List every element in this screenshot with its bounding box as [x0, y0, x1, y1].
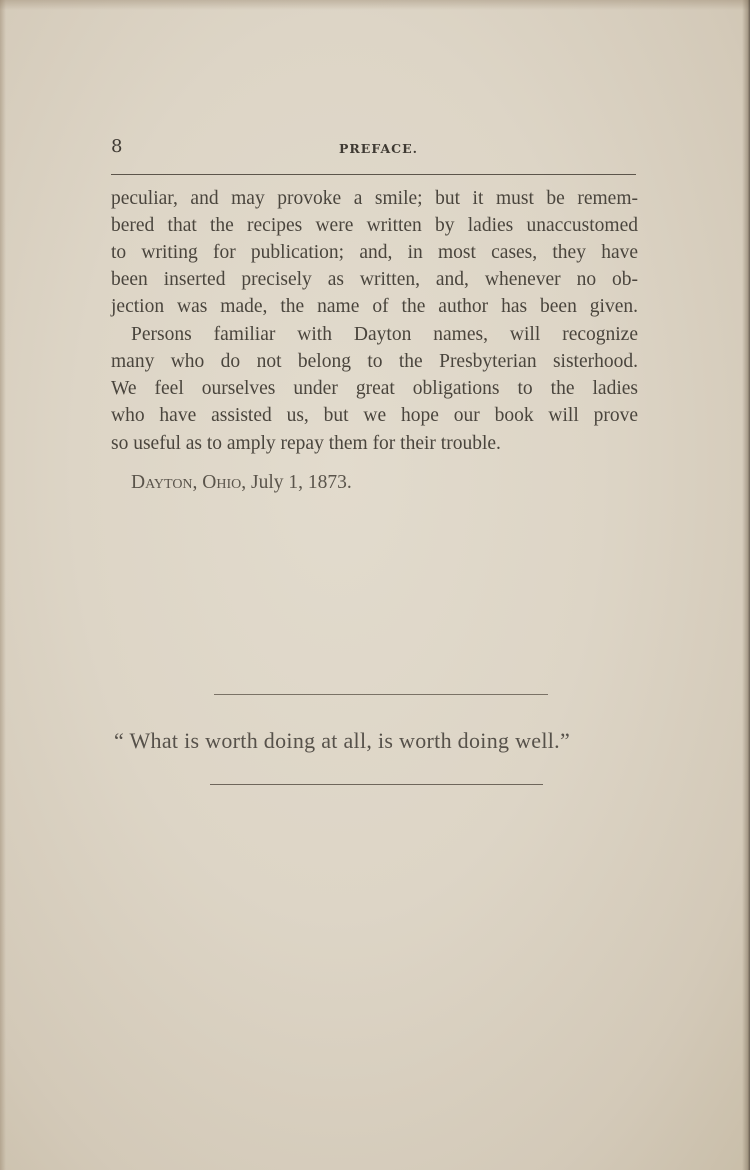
body-line: many who do not belong to the Presbyterian sisterhood. [111, 351, 638, 372]
page-number: 8 [111, 136, 123, 157]
dateline-date: July 1, 1873. [251, 472, 352, 493]
running-head: PREFACE. [339, 141, 418, 156]
motto-rule-lower [210, 784, 543, 785]
body-line: been inserted precisely as written, and, whenever no ob- [111, 269, 638, 290]
body-line: bered that the recipes were written by ladies unaccustomed [111, 215, 638, 236]
page-edge-right [742, 0, 750, 1170]
header-rule [111, 174, 636, 175]
motto: “ What is worth doing at all, is worth doing well.” [114, 728, 571, 753]
body-line: We feel ourselves under great obligations to the ladies [111, 378, 638, 399]
dateline [131, 472, 352, 494]
body-line: Persons familiar with Dayton names, will recognize [131, 324, 638, 345]
page-edge-left [0, 0, 6, 1170]
dateline-place: Dayton, Ohio, [131, 472, 247, 493]
page-edge-top [0, 0, 750, 10]
body-line: who have assisted us, but we hope our book will prove [111, 405, 638, 426]
body-line: jection was made, the name of the author has been given. [111, 296, 638, 317]
body-line: peculiar, and may provoke a smile; but it must be remem- [111, 188, 638, 209]
body-line: so useful as to amply repay them for their trouble. [111, 433, 501, 454]
body-line: to writing for publication; and, in most cases, they have [111, 242, 638, 263]
motto-rule-upper [214, 694, 548, 695]
